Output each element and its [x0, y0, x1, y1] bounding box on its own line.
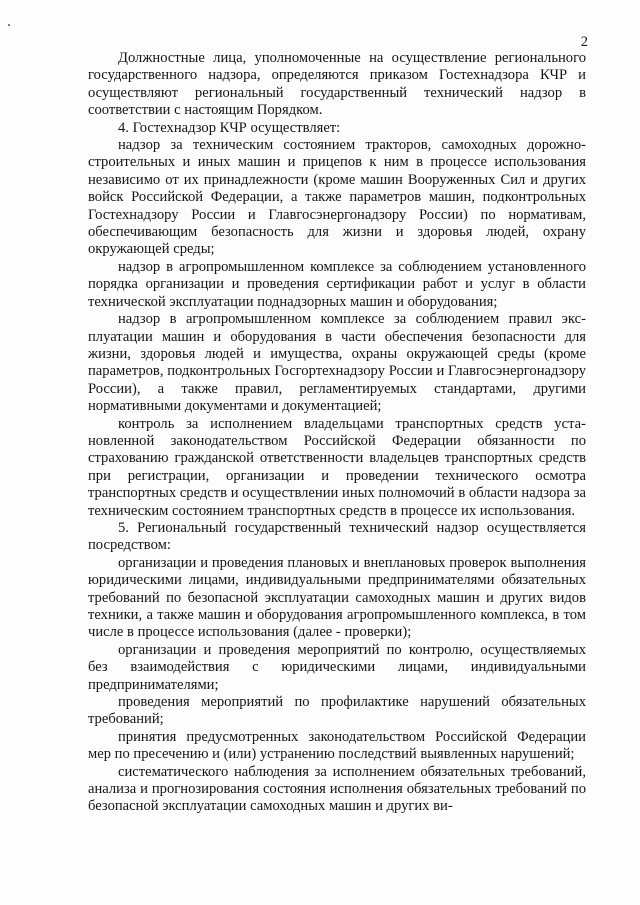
- paragraph-enforcement: принятия предусмотренных законодательством Российской Федерации мер по пресечению и (или) устранению последствий выявленных нарушений;: [88, 728, 586, 763]
- scan-speck: [8, 24, 10, 26]
- document-body: [88, 50, 586, 816]
- paragraph-prevention: проведения мероприятий по профилактике нарушений обязательных требований;: [88, 694, 586, 728]
- paragraph-monitoring: систематического наблюдения за исполнением обязательных требований, анализа и прогнозирования состояния исполнения обязательных требований по безопасной эксплуатации самоходных машин и других ви-: [88, 763, 586, 815]
- paragraph-technical-state-supervision: надзор за техническим состоянием тракторов, самоходных дорожностроительных и иных машин и прицепов к ним в процессе использования независимо от их принадлежности (кроме машин Вооруженных Сил и других войск Российской Федерации, а также параметров машин, подконтрольных Гостехнадзору России и Главгосэнергонадзору России) по нормативам, обеспечивающим безопасность для жизни и здоровья людей, охрану окружающей среды;: [88, 137, 586, 258]
- paragraph-insurance-control: контроль за исполнением владельцами транспортных средств установленной законодательством Российской Федерации обязанности по страхованию гражданской ответственности владельцев транспортных средств при регистрации, организации и проведении технического осмотра транспортных средств и осуществлении иных полномочий в области надзора за техническим состоянием транспортных средств в процессе их использования.: [88, 415, 586, 519]
- paragraph-operation-rules-supervision: надзор в агропромышленном комплексе за соблюдением правил эксплуатации машин и оборудования в части обеспечения безопасности для жизни, здоровья людей и имущества, охраны окружающей среды (кроме параметров, подконтрольных Госгортехнадзору России и Главгосэнергонадзору России), а также правил, регламентируемых стандартами, другими нормативными документами и документацией;: [88, 311, 586, 415]
- paragraph-inspections: организации и проведения плановых и внеплановых проверок выполнения юридическими лицами, индивидуальными предпринимателями обязательных требований по безопасной эксплуатации самоходных машин и других видов техники, а также машин и оборудования агропромышленного комплекса, в том числе в процессе использования (далее - проверки);: [88, 554, 586, 641]
- paragraph-control-measures: организации и проведения мероприятий по контролю, осуществляемых без взаимодействия с юридическими лицами, индивидуальными предпринимателями;: [88, 641, 586, 693]
- page-number: 2: [580, 34, 588, 50]
- paragraph-item-5-heading: 5. Региональный государственный технический надзор осуществляется посредством:: [88, 519, 586, 554]
- paragraph-certification-supervision: надзор в агропромышленном комплексе за соблюдением установленного порядка организации и проведения сертификации работ и услуг в области технической эксплуатации поднадзорных машин и оборудования;: [88, 258, 586, 310]
- paragraph-item-4-heading: 4. Гостехнадзор КЧР осуществляет:: [118, 119, 341, 136]
- paragraph-officials: Должностные лица, уполномоченные на осуществление регионального государственного надзора, определяются приказом Гостехнадзора КЧР и осуществляют региональный государственный технический надзор в соответствии с настоящим Порядком.: [88, 50, 586, 119]
